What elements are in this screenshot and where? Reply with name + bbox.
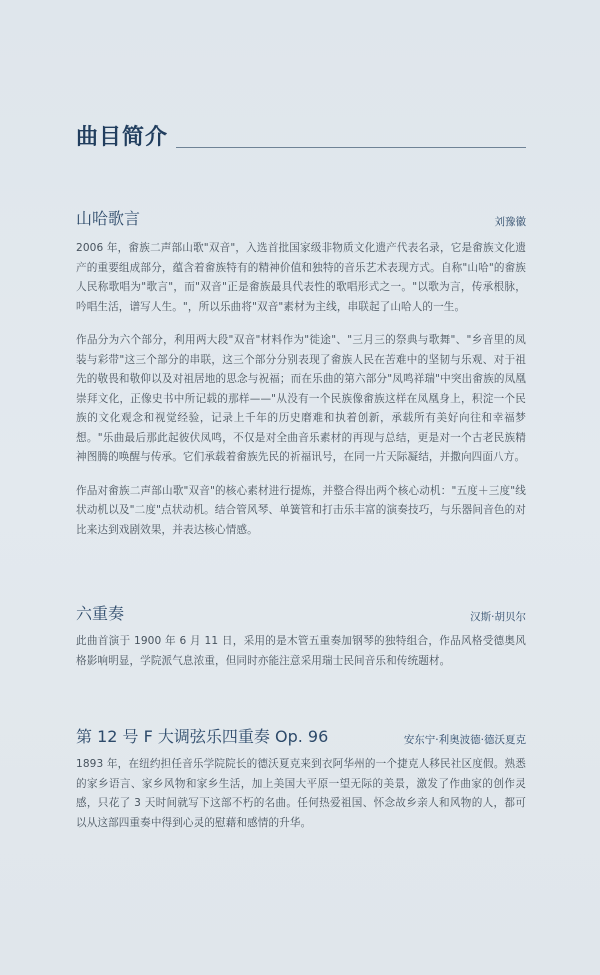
page-title: 曲目简介 xyxy=(76,124,169,150)
piece-paragraph: 2006 年，畲族二声部山歌"双音"，入选首批国家级非物质文化遗产代表名录，它是畲族文化遗产的重要组成部分，蕴含着畲族特有的精神价值和独特的音乐艺术表现方式。自称"山哈"的畲族人民称歌唱为"歌言"，而"双音"正是畲族最具代表性的歌唱形式之一。"以歌为言，传承根脉，吟唱生活，谱写人生。"，所以乐曲将"双音"素材为主线，串联起了山哈人的一生。 xyxy=(76,242,526,313)
piece-header xyxy=(76,727,526,747)
piece-header xyxy=(76,209,526,229)
page-title-row xyxy=(76,124,526,150)
piece-header xyxy=(76,604,526,624)
piece-composer: 汉斯·胡贝尔 xyxy=(470,611,526,623)
piece-paragraph: 1893 年，在纽约担任音乐学院院长的德沃夏克来到衣阿华州的一个捷克人移民社区度假。熟悉的家乡语言、家乡风物和家乡生活，加上美国大平原一望无际的美景，激发了作曲家的创作灵感，只花了 3 天时间就写下这部不朽的名曲。任何热爱祖国、怀念故乡亲人和风物的人，都可以从这部四重奏中得到心灵的慰藉和感情的升华。 xyxy=(76,758,526,829)
piece-title: 山哈歌言 xyxy=(76,209,141,228)
title-divider xyxy=(176,147,526,148)
piece-paragraph: 作品对畲族二声部山歌"双音"的核心素材进行提炼，并整合得出两个核心动机："五度＋三度"线状动机以及"二度"点状动机。结合管风琴、单簧管和打击乐丰富的演奏技巧，与乐器间音色的对比来达到戏剧效果，并表达核心情感。 xyxy=(76,484,526,536)
piece-section xyxy=(76,209,526,540)
piece-title: 六重奏 xyxy=(76,604,125,623)
piece-section xyxy=(76,604,526,671)
piece-composer: 刘豫徽 xyxy=(494,216,526,228)
piece-section xyxy=(76,727,526,833)
piece-paragraph: 此曲首演于 1900 年 6 月 11 日，采用的是木管五重奏加钢琴的独特组合，作品风格受德奥风格影响明显，学院派气息浓重，但同时亦能注意采用瑞士民间音乐和传统题材。 xyxy=(76,635,526,667)
piece-composer: 安东宁·利奥波德·德沃夏克 xyxy=(403,734,526,746)
piece-title: 第 12 号 F 大调弦乐四重奏 Op. 96 xyxy=(76,727,329,746)
piece-paragraph: 作品分为六个部分，利用两大段"双音"材料作为"徙途"、"三月三的祭典与歌舞"、"乡音里的凤装与彩带"这三个部分的串联，这三个部分分别表现了畲族人民在苦难中的坚韧与乐观、对于祖先的敬畏和敬仰以及对祖居地的思念与祝福；而在乐曲的第六部分"凤鸣祥瑞"中突出畲族的凤凰崇拜文化，正像史书中所记载的那样——"从没有一个民族像畲族这样在凤凰身上，积淀一个民族的文化观念和视觉经验，记录上千年的历史磨难和执着创新，承载所有美好向往和幸福梦想。"乐曲最后那此起彼伏凤鸣，不仅是对全曲音乐素材的再现与总结，更是对一个古老民族精神图腾的唤醒与传承。它们承载着畲族先民的祈福讯号，在同一片天际凝结，并撒向四面八方。 xyxy=(76,334,526,463)
